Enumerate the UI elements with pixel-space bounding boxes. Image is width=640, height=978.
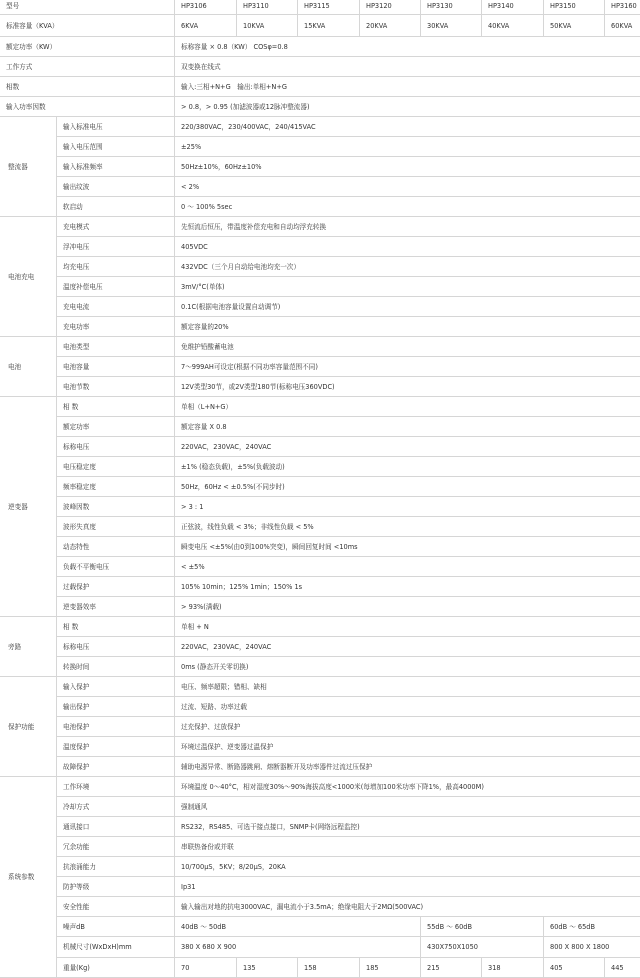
spec-row [0,477,640,497]
model-cell: HP3160 [605,0,640,15]
row-value: 7～999AH可设定(根据不同功率容量范围不同) [175,357,640,377]
group-label: 系统参数 [0,777,57,978]
row-label: 电池保护 [57,717,175,737]
noise-cell: 40dB ～ 50dB [175,917,421,937]
row-label: 输入标准电压 [57,117,175,137]
row-value: 12V类型30节，或2V类型180节(标称电压360VDC) [175,377,640,397]
row-label: 噪声dB [57,917,175,937]
row-label: 电池容量 [57,357,175,377]
capacity-row [0,15,640,37]
group-label: 整流器 [0,117,57,217]
weight-cell: 445 [605,958,640,978]
group-label: 逆变器 [0,397,57,617]
spec-row [0,457,640,477]
model-cell: HP3110 [237,0,298,15]
capacity-cell: 40KVA [482,15,544,37]
spec-row [0,577,640,597]
spec-row [0,837,640,857]
row-label: 温度保护 [57,737,175,757]
row-value: ±25% [175,137,640,157]
spec-row [0,697,640,717]
row-label: 充电功率 [57,317,175,337]
capacity-cell: 20KVA [360,15,421,37]
row-label: 电压稳定度 [57,457,175,477]
row-label: 输入功率因数 [0,97,175,117]
spec-row [0,217,640,237]
weight-row [0,958,640,978]
row-label: 冷却方式 [57,797,175,817]
row-value: ±1% (稳态负载)，±5%(负载波动) [175,457,640,477]
spec-row [0,57,640,77]
spec-row [0,677,640,697]
spec-row [0,257,640,277]
row-value: 辅助电源异常、断路器跳闸、熔断器断开及功率器件过流过压保护 [175,757,640,777]
row-label: 负载不平衡电压 [57,557,175,577]
row-label: 逆变器效率 [57,597,175,617]
row-label: 均充电压 [57,257,175,277]
capacity-cell: 50KVA [544,15,605,37]
spec-row [0,417,640,437]
weight-cell: 70 [175,958,237,978]
spec-row [0,857,640,877]
row-label: 重量(Kg) [57,958,175,978]
spec-row [0,597,640,617]
row-value: 双变换在线式 [175,57,640,77]
row-label: 软启动 [57,197,175,217]
spec-row [0,517,640,537]
row-label: 机械尺寸(WxDxH)mm [57,937,175,958]
row-value: 3mV/°C(单体) [175,277,640,297]
row-value: 额定容量的20% [175,317,640,337]
spec-row [0,737,640,757]
row-label: 输出保护 [57,697,175,717]
capacity-cell: 10KVA [237,15,298,37]
row-value: 0ms (静态开关零切换) [175,657,640,677]
row-value: 0 ～ 100% 5sec [175,197,640,217]
spec-row [0,337,640,357]
model-cell: HP3106 [175,0,237,15]
row-label: 故障保护 [57,757,175,777]
model-cell: HP3130 [421,0,482,15]
dimension-cell: 430X750X1050 [421,937,544,958]
spec-row [0,817,640,837]
spec-row [0,77,640,97]
row-label: 工作方式 [0,57,175,77]
dimension-cell: 380 X 680 X 900 [175,937,421,958]
row-label: 动态特性 [57,537,175,557]
row-value: RS232，RS485、可选干接点接口，SNMP卡(网络远程监控) [175,817,640,837]
row-label: 频率稳定度 [57,477,175,497]
row-value: < ±5% [175,557,640,577]
row-label: 转换时间 [57,657,175,677]
row-value: 串联热备份或并联 [175,837,640,857]
row-label: 波峰因数 [57,497,175,517]
model-row [0,0,640,15]
row-label: 电池类型 [57,337,175,357]
spec-row [0,277,640,297]
spec-row [0,797,640,817]
row-value: 额定容量 X 0.8 [175,417,640,437]
row-label: 额定功率（KW） [0,37,175,57]
row-value: 标称容量 × 0.8（KW） COSφ=0.8 [175,37,640,57]
row-value: 输入:三相+N+G 输出:单相+N+G [175,77,640,97]
spec-row [0,197,640,217]
spec-row [0,317,640,337]
row-value: 过流、短路、功率过载 [175,697,640,717]
capacity-cell: 30KVA [421,15,482,37]
row-label: 标准容量（KVA） [0,15,175,37]
spec-row [0,357,640,377]
weight-cell: 318 [482,958,544,978]
spec-row [0,157,640,177]
capacity-cell: 60KVA [605,15,640,37]
row-label: 抗浪涌能力 [57,857,175,877]
noise-cell: 55dB ～ 60dB [421,917,544,937]
model-cell: HP3120 [360,0,421,15]
spec-row [0,97,640,117]
row-label: 相 数 [57,397,175,417]
row-label: 标称电压 [57,637,175,657]
row-value: < 2% [175,177,640,197]
spec-row [0,437,640,457]
row-value: 220/380VAC，230/400VAC，240/415VAC [175,117,640,137]
row-value: Ip31 [175,877,640,897]
row-label: 相数 [0,77,175,97]
row-label: 工作环境 [57,777,175,797]
row-label: 电池节数 [57,377,175,397]
spec-row [0,537,640,557]
noise-cell: 60dB ～ 65dB [544,917,640,937]
spec-row [0,897,640,917]
spec-row [0,117,640,137]
capacity-cell: 15KVA [298,15,360,37]
spec-row [0,617,640,637]
weight-cell: 158 [298,958,360,978]
row-label: 型号 [0,0,175,15]
row-value: 环境过温保护、逆变器过温保护 [175,737,640,757]
group-label: 电池充电 [0,217,57,337]
spec-row [0,657,640,677]
row-label: 标称电压 [57,437,175,457]
row-label: 浮冲电压 [57,237,175,257]
spec-row [0,717,640,737]
spec-row [0,637,640,657]
row-value: 先恒流后恒压，带温度补偿充电和自动均浮充转换 [175,217,640,237]
group-label: 保护功能 [0,677,57,777]
spec-row [0,37,640,57]
row-label: 安全性能 [57,897,175,917]
row-value: 单相（L+N+G） [175,397,640,417]
row-value: 过充保护、过放保护 [175,717,640,737]
weight-cell: 405 [544,958,605,978]
row-value: 0.1C(根据电池容量设置自动调节) [175,297,640,317]
spec-row [0,557,640,577]
row-label: 过载保护 [57,577,175,597]
row-value: 瞬变电压 <±5%(由0到100%突变)，瞬间回复时间 <10ms [175,537,640,557]
weight-cell: 185 [360,958,421,978]
spec-row [0,377,640,397]
row-value: 强制通风 [175,797,640,817]
row-value: 220VAC，230VAC，240VAC [175,437,640,457]
row-label: 输入标准频率 [57,157,175,177]
spec-row [0,177,640,197]
row-value: 432VDC（三个月自动给电池均充一次） [175,257,640,277]
row-value: 10/700μS，5KV；8/20μS，20KA [175,857,640,877]
row-value: 105% 10min；125% 1min；150% 1s [175,577,640,597]
row-value: 输入输出对地的抗电3000VAC，漏电流小于3.5mA；绝缘电阻大于2MΩ(500VAC) [175,897,640,917]
row-value: 单相 + N [175,617,640,637]
spec-row [0,297,640,317]
spec-row [0,237,640,257]
row-label: 输入保护 [57,677,175,697]
row-label: 相 数 [57,617,175,637]
spec-row [0,777,640,797]
row-value: > 0.8，> 0.95 (加滤波器或12脉冲整流器) [175,97,640,117]
row-value: > 3 : 1 [175,497,640,517]
row-label: 输入电压范围 [57,137,175,157]
spec-row [0,757,640,777]
capacity-cell: 6KVA [175,15,237,37]
model-cell: HP3115 [298,0,360,15]
row-label: 冗余功能 [57,837,175,857]
row-label: 充电电流 [57,297,175,317]
row-value: 405VDC [175,237,640,257]
row-label: 温度补偿电压 [57,277,175,297]
dimension-row [0,937,640,958]
row-label: 通讯接口 [57,817,175,837]
row-label: 波形失真度 [57,517,175,537]
model-cell: HP3150 [544,0,605,15]
row-value: 电压、频率超限；错相、缺相 [175,677,640,697]
row-label: 防护等级 [57,877,175,897]
row-value: 免维护铅酸蓄电池 [175,337,640,357]
row-value: 正弦波，线性负载 < 3%；非线性负载 < 5% [175,517,640,537]
row-value: 220VAC，230VAC，240VAC [175,637,640,657]
weight-cell: 215 [421,958,482,978]
row-label: 充电模式 [57,217,175,237]
row-value: > 93%(满载) [175,597,640,617]
row-value: 50Hz，60Hz < ±0.5%(不同步时) [175,477,640,497]
group-label: 旁路 [0,617,57,677]
row-value: 50Hz±10%，60Hz±10% [175,157,640,177]
model-cell: HP3140 [482,0,544,15]
group-label: 电池 [0,337,57,397]
spec-row [0,877,640,897]
row-value: 环境温度 0～40°C，相对湿度30%～90%海拔高度<1000米(每增加100米功率下降1%，最高4000M) [175,777,640,797]
row-label: 额定功率 [57,417,175,437]
dimension-cell: 800 X 800 X 1800 [544,937,640,958]
spec-row [0,397,640,417]
row-label: 输出纹波 [57,177,175,197]
spec-row [0,497,640,517]
spec-row [0,137,640,157]
noise-row [0,917,640,937]
weight-cell: 135 [237,958,298,978]
